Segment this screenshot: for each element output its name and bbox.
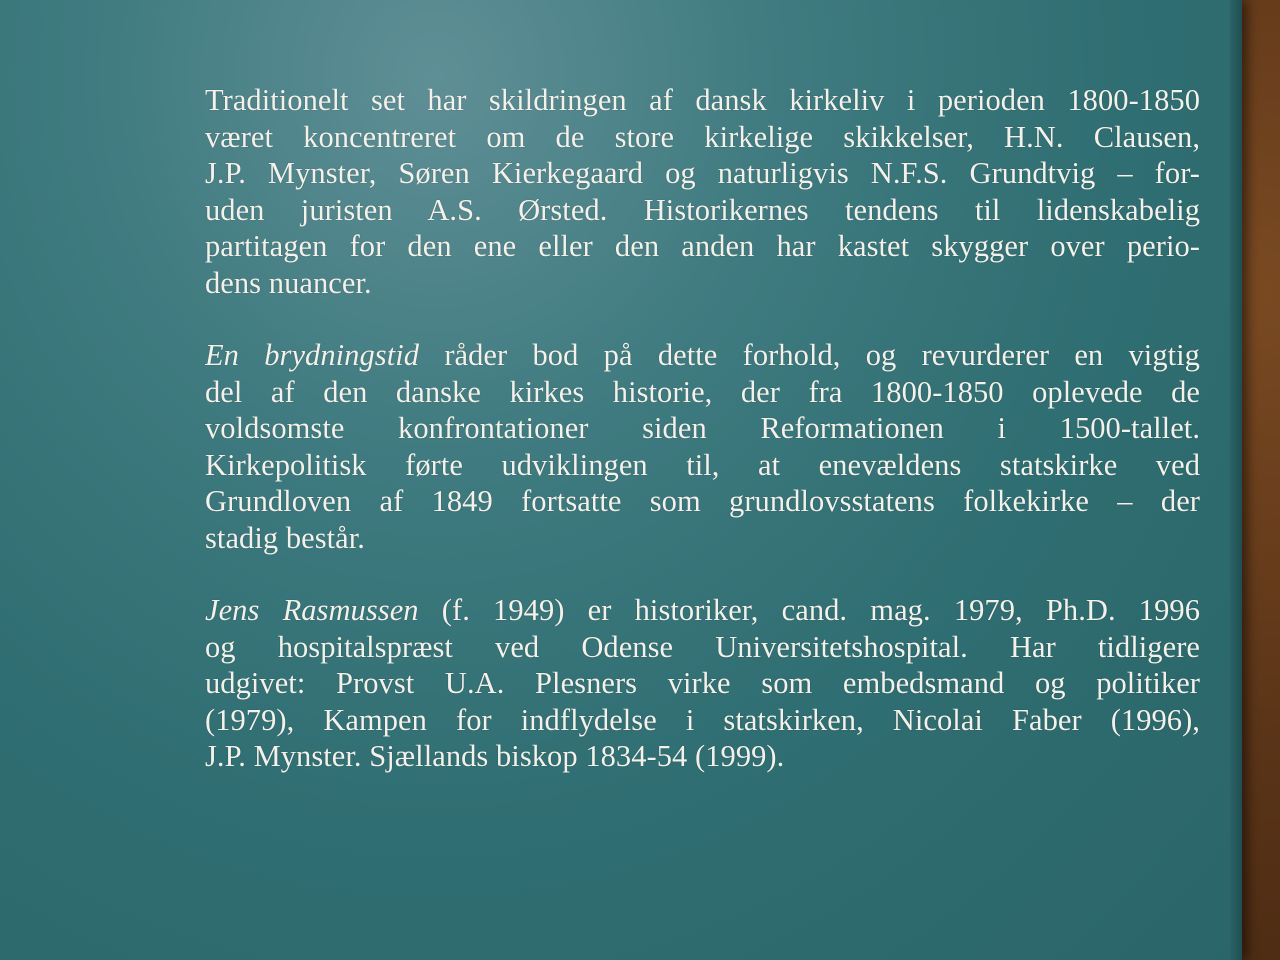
blurb-text (205, 82, 1200, 775)
text-fragment: (f. 1949) er historiker, cand. mag. 1979, Ph.D. 1996 (418, 593, 1200, 627)
text-line: J.P. Mynster, Søren Kierkegaard og naturligvis N.F.S. Grundtvig – for- (205, 156, 1200, 190)
text-line: uden juristen A.S. Ørsted. Historikernes tendens til lidenskabelig (205, 192, 1200, 227)
author-name: Jens Rasmussen (205, 593, 419, 627)
text-line: del af den danske kirkes historie, der fra 1800-1850 oplevede de (205, 374, 1200, 409)
paragraph-author-bio (205, 592, 1200, 775)
text-line: dens nuancer. (205, 265, 372, 300)
text-line: Kirkepolitisk førte udviklingen til, at enevældens statskirke ved (205, 447, 1200, 482)
text-line: stadig består. (205, 520, 365, 555)
text-line (205, 337, 1200, 374)
text-line: været koncentreret om de store kirkelige skikkelser, H.N. Clausen, (205, 119, 1200, 154)
text-line: voldsomste konfrontationer siden Reformationen i 1500-tallet. (205, 411, 1200, 445)
text-line (205, 592, 1200, 629)
text-line: udgivet: Provst U.A. Plesners virke som embedsmand og politiker (205, 666, 1200, 700)
text-fragment: råder bod på dette forhold, og revurderer en vigtig (419, 338, 1200, 372)
text-line: Traditionelt set har skildringen af dansk kirkeliv i perioden 1800-1850 (205, 83, 1200, 117)
text-line: og hospitalspræst ved Odense Universitetshospital. Har tidligere (205, 629, 1200, 664)
paragraph-intro (205, 82, 1200, 301)
book-edge (1230, 0, 1242, 960)
text-line: partitagen for den ene eller den anden har kastet skygger over perio- (205, 229, 1200, 263)
text-line: (1979), Kampen for indflydelse i statskirken, Nicolai Faber (1996), (205, 702, 1200, 737)
book-title: En brydningstid (205, 338, 420, 372)
text-line: J.P. Mynster. Sjællands biskop 1834-54 (1999). (205, 739, 785, 773)
paragraph-book-summary (205, 337, 1200, 556)
text-line: Grundloven af 1849 fortsatte som grundlovsstatens folkekirke – der (205, 484, 1200, 518)
